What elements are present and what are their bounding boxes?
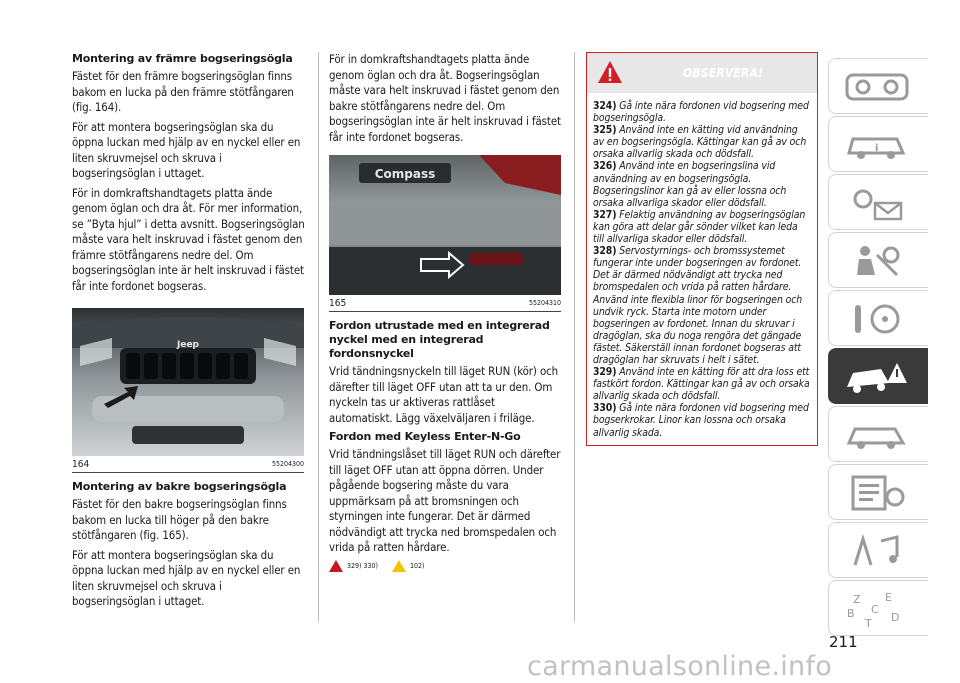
warning-box bbox=[586, 52, 818, 446]
svg-text:D: D bbox=[891, 611, 900, 624]
figure-caption bbox=[329, 295, 561, 311]
paragraph: För in domkraftshandtagets platta ände genom öglan och dra åt. Bogseringsöglan måste vara helt inskruvad i fästet genom den bakre stötfångarens nedre del. Om bogseringsöglan inte är helt inskruvad i fästet får inte fordonet bogseras. bbox=[329, 52, 561, 144]
warning-item-text: Använd inte en kätting vid användning av en bogseringsögla. Kättingar kan gå av och orsaka allvarlig skada och dödsfall. bbox=[593, 124, 807, 161]
warning-item bbox=[593, 160, 811, 208]
sun-mail-icon bbox=[841, 183, 913, 223]
caution-triangle-icon bbox=[392, 560, 406, 572]
index-letters-icon bbox=[841, 589, 913, 629]
warning-item bbox=[593, 124, 811, 160]
chapter-tab-specs[interactable] bbox=[828, 464, 928, 520]
figure-code: 55204300 bbox=[271, 460, 304, 468]
warning-item-number: 325) bbox=[593, 124, 617, 137]
car-maintenance-icon bbox=[841, 415, 913, 455]
paragraph: Vrid tändningsnyckeln till läget RUN (kör) och därefter till läget OFF utan att ta ur den. Om nyckeln tas ur aktiveras rattlåset automatiskt. Lägg växelväljaren i friläge. bbox=[329, 364, 559, 425]
paragraph: För att montera bogseringsöglan ska du öppna luckan med hjälp av en nyckel eller en liten skruvmejsel och skruva i bogseringsöglan i uttaget. bbox=[72, 119, 301, 180]
svg-text:Z: Z bbox=[853, 593, 861, 606]
svg-text:C: C bbox=[871, 603, 879, 616]
chapter-tab-emergency[interactable] bbox=[828, 348, 928, 404]
chapter-tab-index[interactable] bbox=[828, 580, 928, 636]
car-dashboard-icon bbox=[841, 67, 913, 107]
chapter-tab-multimedia[interactable] bbox=[828, 522, 928, 578]
warning-item-number: 330) bbox=[593, 402, 617, 415]
emergency-car-icon bbox=[841, 357, 913, 397]
figure-164 bbox=[72, 308, 304, 473]
warning-item-text: Servostyrnings- och bromssystemet fungerar inte under bogseringen av fordonet. Det är därmed nödvändigt att trycka ned bromspedalen och vrida på ratten hårdare. Använd inte flexibla linor för bogseringen och undvik ryck. Starta inte motorn under bogseringen av fordonet. Innan du skruvar i dragöglan, ska du noga rengöra det gängade fästet. Säkerställ innan fordonet bogseras att dragöglan har skruvats i helt i sätet. bbox=[593, 245, 803, 366]
chapter-tab-driving[interactable] bbox=[828, 290, 928, 346]
svg-text:B: B bbox=[847, 607, 855, 620]
warning-item-text: Felaktig användning av bogseringsöglan kan göra att delar går sönder vilket kan leda till allvarliga skador eller dödsfall. bbox=[593, 208, 806, 246]
multimedia-icon bbox=[841, 531, 913, 571]
svg-text:i: i bbox=[875, 143, 879, 154]
figure-number: 165 bbox=[329, 298, 347, 309]
warning-box-header bbox=[587, 53, 817, 93]
chapter-tab-dashboard[interactable] bbox=[828, 58, 928, 114]
chapter-tab-maintenance[interactable] bbox=[828, 406, 928, 462]
warning-item bbox=[593, 402, 811, 438]
specs-list-icon bbox=[841, 473, 913, 513]
warning-item-number: 329) bbox=[593, 366, 617, 379]
column-left bbox=[72, 52, 308, 614]
column-divider bbox=[574, 52, 575, 622]
svg-text:Compass: Compass bbox=[374, 167, 436, 181]
paragraph: Fästet för den främre bogseringsöglan finns bakom en lucka på den främre stötfångaren (fig. 164). bbox=[72, 69, 294, 114]
heading-integrated-key: Fordon utrustade med en integrerad nyckel med en integrerad fordonsnyckel bbox=[329, 319, 550, 360]
warning-references bbox=[329, 560, 561, 572]
figure-caption bbox=[72, 456, 304, 472]
front-bumper-photo bbox=[72, 308, 304, 456]
steering-key-icon bbox=[841, 299, 913, 339]
warning-refs: 329) 330) bbox=[347, 561, 378, 570]
caution-refs: 102) bbox=[409, 561, 425, 570]
warning-item-text: Gå inte nära fordonen vid bogsering med bogseringsögla. bbox=[593, 100, 809, 125]
heading-front-tow-eye: Montering av främre bogseringsögla bbox=[72, 52, 293, 65]
warning-list bbox=[587, 93, 817, 445]
figure-165 bbox=[329, 155, 561, 312]
paragraph: För att montera bogseringsöglan ska du öppna luckan med hjälp av en nyckel eller en liten skruvmejsel och skruva i bogseringsöglan i uttaget. bbox=[72, 547, 301, 608]
warning-triangle-icon bbox=[329, 560, 343, 572]
warning-item-number: 327) bbox=[593, 208, 617, 221]
warning-item bbox=[593, 100, 811, 124]
paragraph: För in domkraftshandtagets platta ände genom öglan och dra åt. För mer information, se ”Byta hjul” i detta avsnitt. Bogseringsöglan måste vara helt inskruvad i fästet genom den främre stötfångarens nedre del. Om bogseringsöglan inte är helt inskruvad i fästet får inte fordonet bogseras. bbox=[72, 185, 305, 293]
rear-bumper-photo bbox=[329, 155, 561, 295]
warning-item-number: 324) bbox=[593, 100, 617, 112]
warning-item bbox=[593, 366, 811, 402]
warning-item bbox=[593, 245, 811, 366]
svg-text:Jeep: Jeep bbox=[177, 340, 199, 350]
warning-item-text: Använd inte en kätting för att dra loss ett fastkört fordon. Kättingar kan gå av och orsaka allvarlig skada och dödsfall. bbox=[593, 366, 810, 403]
figure-code: 55204310 bbox=[528, 299, 561, 307]
warning-item-number: 326) bbox=[593, 160, 617, 173]
warning-title: OBSERVERA! bbox=[683, 66, 764, 80]
warning-item-number: 328) bbox=[593, 245, 617, 258]
svg-text:T: T bbox=[865, 617, 872, 629]
figure-number: 164 bbox=[72, 459, 90, 470]
car-info-icon bbox=[841, 125, 913, 165]
watermark: carmanualsonline.info bbox=[527, 651, 833, 682]
chapter-tab-car-info[interactable] bbox=[828, 116, 928, 172]
column-right bbox=[586, 52, 818, 446]
svg-text:E: E bbox=[885, 591, 892, 604]
warning-item-text: Använd inte en bogseringslina vid användning av en bogseringsögla. Bogseringslinor kan gå av eller lossna och orsaka allvarliga skador eller dödsfall. bbox=[593, 160, 787, 209]
paragraph: Fästet för den bakre bogseringsöglan finns bakom en lucka till höger på den bakre stötfångaren (fig. 165). bbox=[72, 497, 287, 542]
warning-item bbox=[593, 209, 811, 245]
chapter-tab-lights[interactable] bbox=[828, 174, 928, 230]
heading-rear-tow-eye: Montering av bakre bogseringsögla bbox=[72, 480, 287, 493]
page-number: 211 bbox=[829, 633, 858, 651]
paragraph: Vrid tändningslåset till läget RUN och därefter till läget OFF utan att öppna dörren. Under pågående bogsering måste du vara uppmärksam på att bromsningen och styrningen inte fungerar. Det är därmed nödvändigt att trycka ned bromspedalen och vrida på ratten hårdare. bbox=[329, 447, 561, 554]
airbag-person-icon bbox=[841, 241, 913, 281]
column-middle bbox=[329, 52, 561, 572]
heading-keyless: Fordon med Keyless Enter-N-Go bbox=[329, 430, 521, 443]
column-divider bbox=[318, 52, 319, 622]
warning-triangle-icon bbox=[597, 60, 623, 84]
warning-item-text: Gå inte nära fordonen vid bogsering med bogserkrokar. Linor kan lossna och orsaka allvarlig skada. bbox=[593, 402, 809, 439]
chapter-tab-safety[interactable] bbox=[828, 232, 928, 288]
